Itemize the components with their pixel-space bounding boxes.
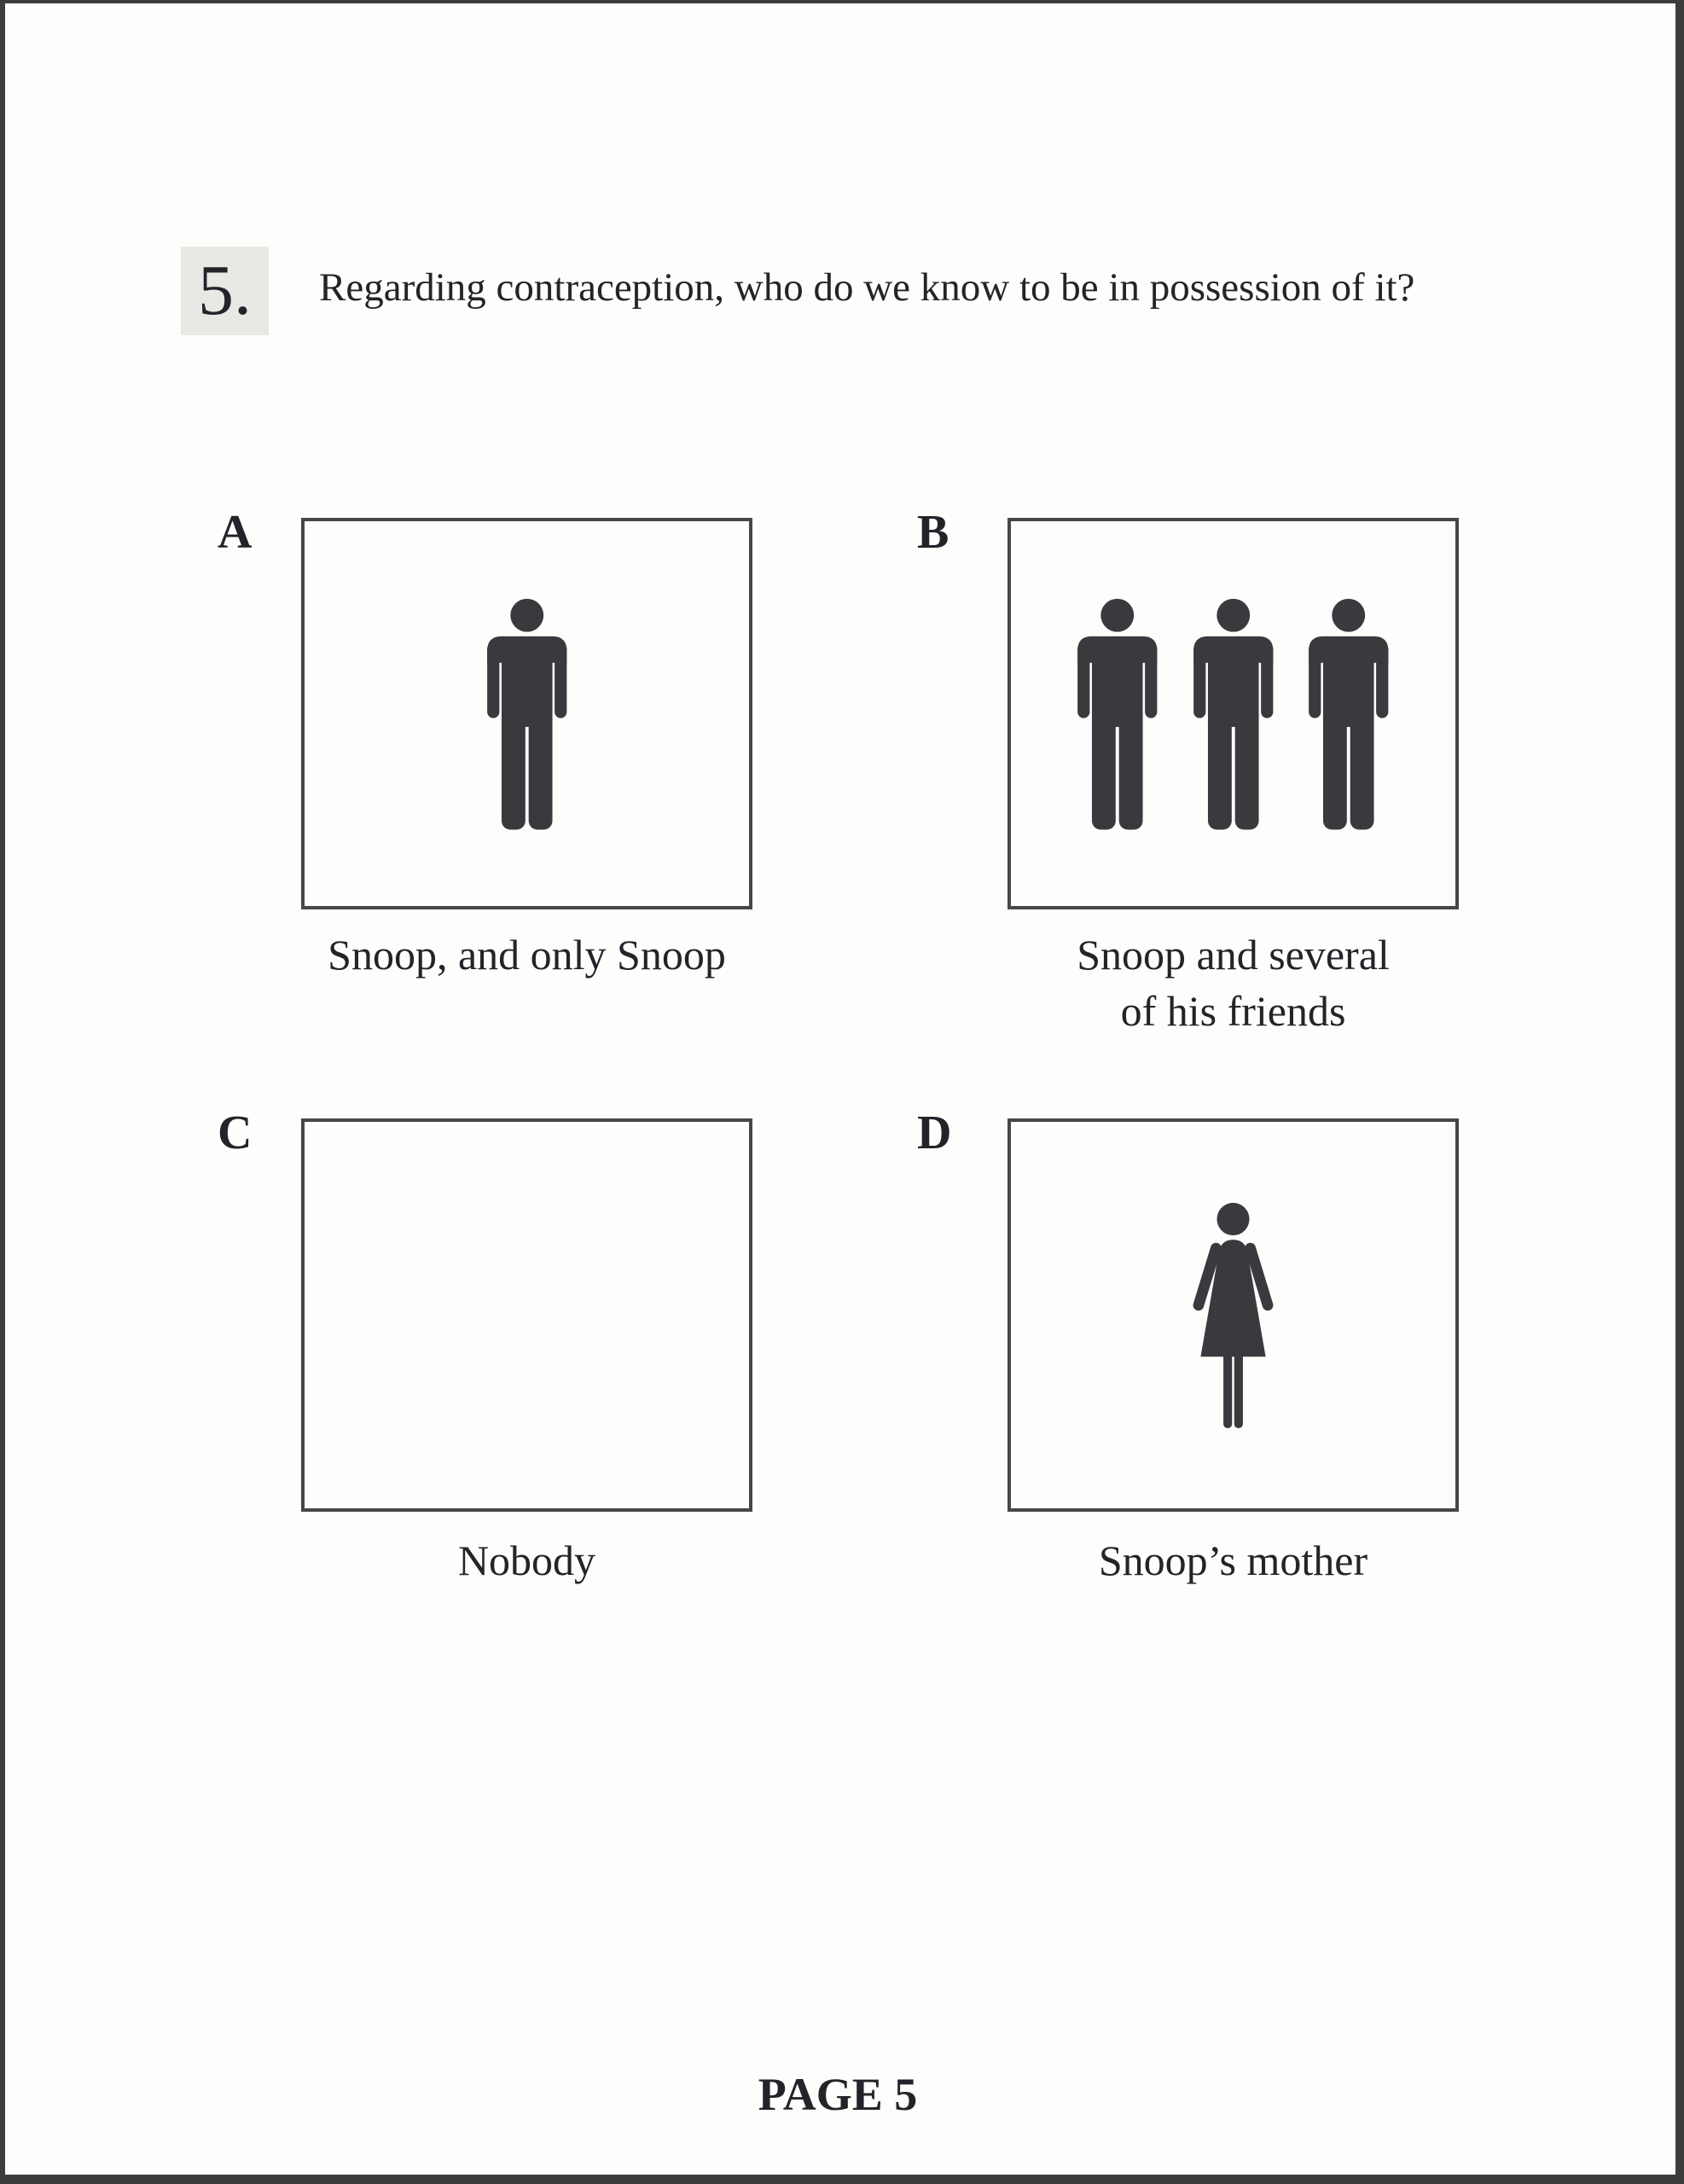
man-icon: [472, 592, 583, 835]
option-d-label: D: [917, 1107, 952, 1159]
man-icon-1: [1062, 592, 1173, 835]
caption-line: Snoop’s mother: [1098, 1536, 1368, 1584]
caption-line: Snoop, and only Snoop: [328, 931, 726, 979]
man-icon-2: [1178, 592, 1289, 835]
option-c-caption: [301, 1532, 752, 1589]
option-a-box: [301, 518, 752, 909]
caption-line: Nobody: [457, 1536, 596, 1584]
question-number-box: [181, 247, 269, 335]
question-number: 5.: [198, 251, 252, 330]
caption-line: Snoop and several: [1077, 931, 1390, 979]
page-footer-label: PAGE 5: [758, 2069, 918, 2120]
option-c-label: C: [218, 1107, 253, 1159]
option-b-caption: [1007, 926, 1459, 1039]
option-d-box: [1007, 1118, 1459, 1512]
question-text: Regarding contraception, who do we know to be in possession of it?: [319, 265, 1415, 310]
man-icon-3: [1293, 592, 1404, 835]
option-d-caption: [1007, 1532, 1459, 1589]
woman-icon: [1179, 1196, 1287, 1435]
option-b-label: B: [917, 506, 949, 559]
caption-line: of his friends: [1120, 987, 1346, 1035]
option-c-box: [301, 1118, 752, 1512]
option-b-box: [1007, 518, 1459, 909]
option-a-caption: [301, 926, 752, 983]
option-a-label: A: [218, 506, 253, 559]
